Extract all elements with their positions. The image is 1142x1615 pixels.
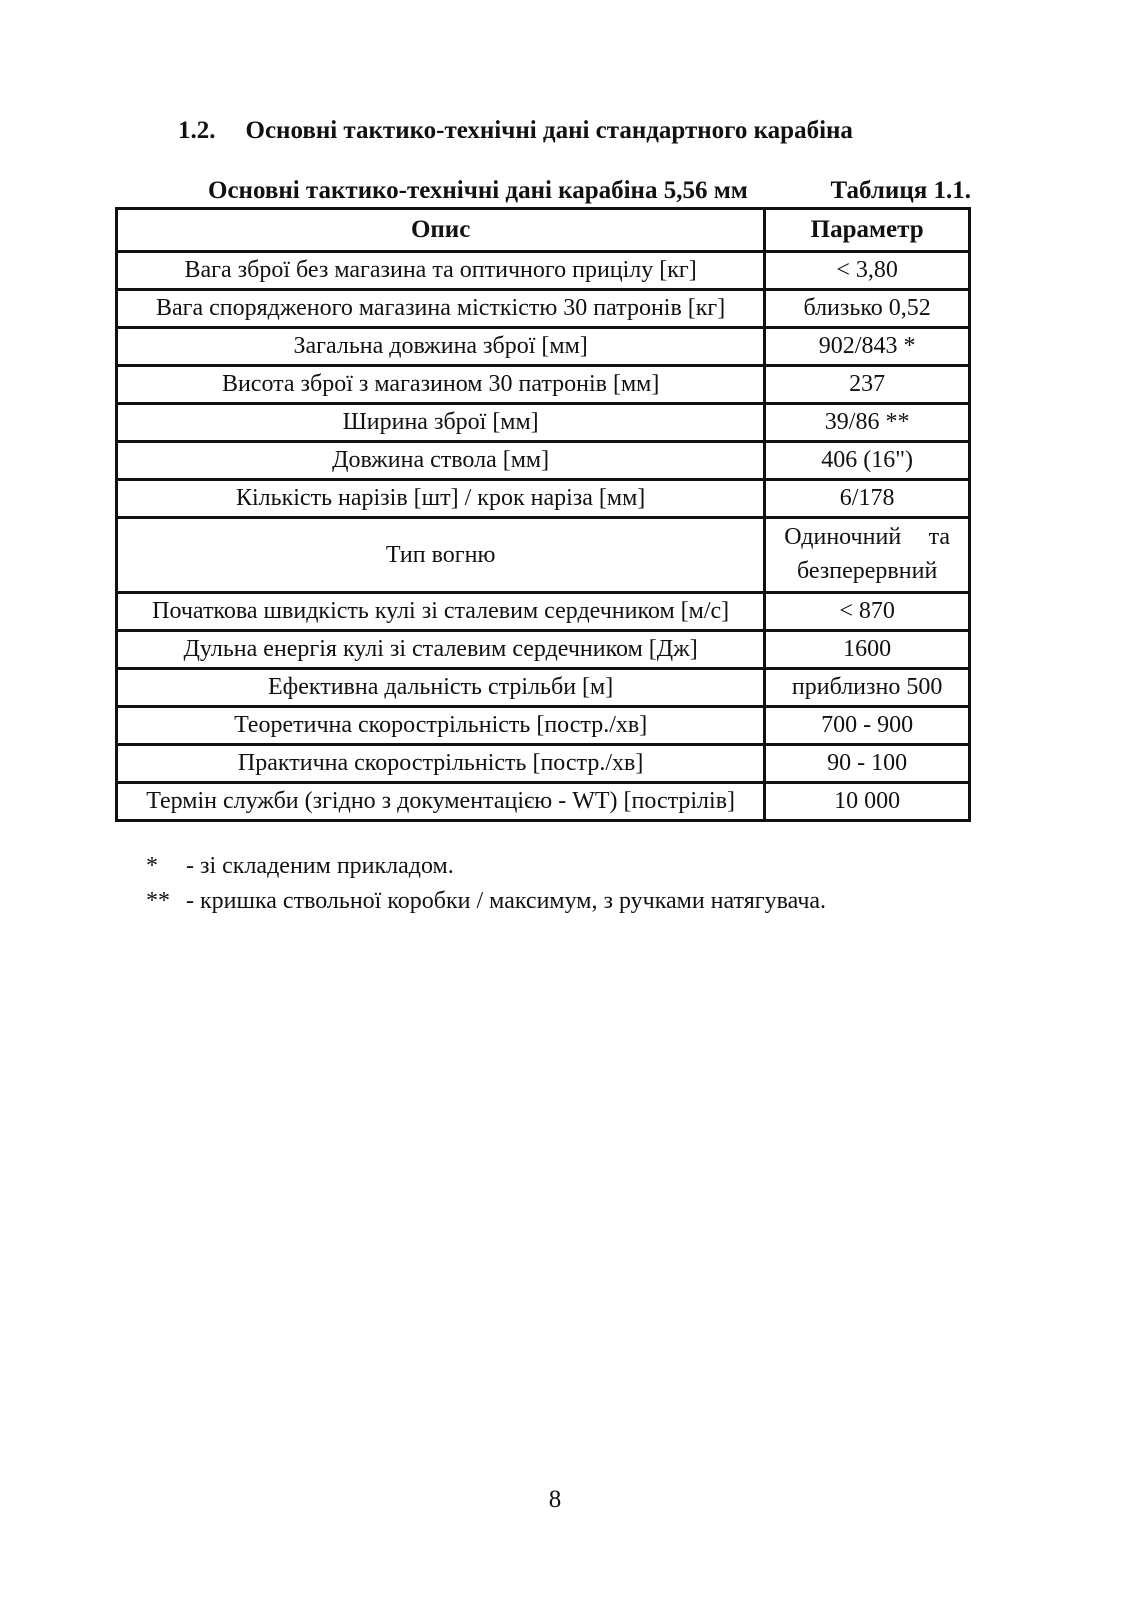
column-header-parameter: Параметр: [765, 209, 970, 252]
spec-value-cell: приблизно 500: [765, 669, 970, 707]
table-row: [117, 593, 970, 631]
table-row: [117, 631, 970, 669]
value-word: та: [928, 524, 950, 551]
spec-value-cell: 1600: [765, 631, 970, 669]
table-row: [117, 290, 970, 328]
spec-desc-cell: Дульна енергія кулі зі сталевим сердечником [Дж]: [117, 631, 765, 669]
spec-desc-cell: Вага спорядженого магазина місткістю 30 патронів [кг]: [117, 290, 765, 328]
spec-desc-cell: Кількість нарізів [шт] / крок наріза [мм]: [117, 480, 765, 518]
table-title-row: [115, 177, 971, 205]
spec-value-cell: 10 000: [765, 783, 970, 821]
spec-value-cell: 902/843 *: [765, 328, 970, 366]
spec-value-cell: 406 (16"): [765, 442, 970, 480]
table-row: [117, 328, 970, 366]
value-word: Одиночний: [784, 524, 902, 551]
table-title: Основні тактико-технічні дані карабіна 5,56 мм: [208, 177, 748, 204]
footnote-text: - кришка ствольної коробки / максимум, з ручками натягувача.: [186, 888, 827, 914]
table-row: [117, 366, 970, 404]
table-row: [117, 404, 970, 442]
section-heading: [178, 116, 853, 146]
table-row: [117, 480, 970, 518]
spec-value-cell: 90 - 100: [765, 745, 970, 783]
spec-desc-cell: Вага зброї без магазина та оптичного прицілу [кг]: [117, 252, 765, 290]
column-header-description: Опис: [117, 209, 765, 252]
table-row: [117, 783, 970, 821]
spec-desc-cell: Тип вогню: [117, 518, 765, 593]
spec-value-cell: 700 - 900: [765, 707, 970, 745]
table-row: [117, 252, 970, 290]
spec-value-cell: < 3,80: [765, 252, 970, 290]
spec-table-body: [117, 252, 970, 821]
footnote-line: [146, 888, 826, 915]
page-number: 8: [548, 1486, 562, 1513]
spec-value-cell: < 870: [765, 593, 970, 631]
spec-desc-cell: Висота зброї з магазином 30 патронів [мм]: [117, 366, 765, 404]
table-label: Таблиця 1.1.: [830, 177, 971, 204]
spec-desc-cell: Початкова швидкість кулі зі сталевим сердечником [м/с]: [117, 593, 765, 631]
table-row: [117, 669, 970, 707]
spec-value-cell: [765, 518, 970, 593]
spec-desc-cell: Загальна довжина зброї [мм]: [117, 328, 765, 366]
table-row: [117, 745, 970, 783]
spec-desc-cell: Довжина ствола [мм]: [117, 442, 765, 480]
spec-desc-cell: Ефективна дальність стрільби [м]: [117, 669, 765, 707]
spec-table: [115, 207, 971, 822]
section-title: Основні тактико-технічні дані стандартного карабіна: [245, 117, 853, 144]
footnote-marker: *: [146, 853, 158, 879]
footnote-text: - зі складеним прикладом.: [186, 853, 454, 879]
spec-desc-cell: Практична скорострільність [постр./хв]: [117, 745, 765, 783]
value-line: [772, 521, 962, 555]
spec-desc-cell: Ширина зброї [мм]: [117, 404, 765, 442]
footnotes: [146, 853, 826, 923]
spec-table-header-row: [117, 209, 970, 252]
table-row: [117, 442, 970, 480]
spec-desc-cell: Теоретична скорострільність [постр./хв]: [117, 707, 765, 745]
spec-value-cell: 39/86 **: [765, 404, 970, 442]
table-row: [117, 518, 970, 593]
footnote-marker: **: [146, 888, 170, 914]
section-number: 1.2.: [178, 117, 216, 144]
footnote-line: [146, 853, 826, 880]
spec-value-cell: близько 0,52: [765, 290, 970, 328]
spec-value-cell: 237: [765, 366, 970, 404]
spec-desc-cell: Термін служби (згідно з документацією - WT) [пострілів]: [117, 783, 765, 821]
table-row: [117, 707, 970, 745]
spec-value-cell: 6/178: [765, 480, 970, 518]
value-line: безперервний: [796, 558, 938, 584]
